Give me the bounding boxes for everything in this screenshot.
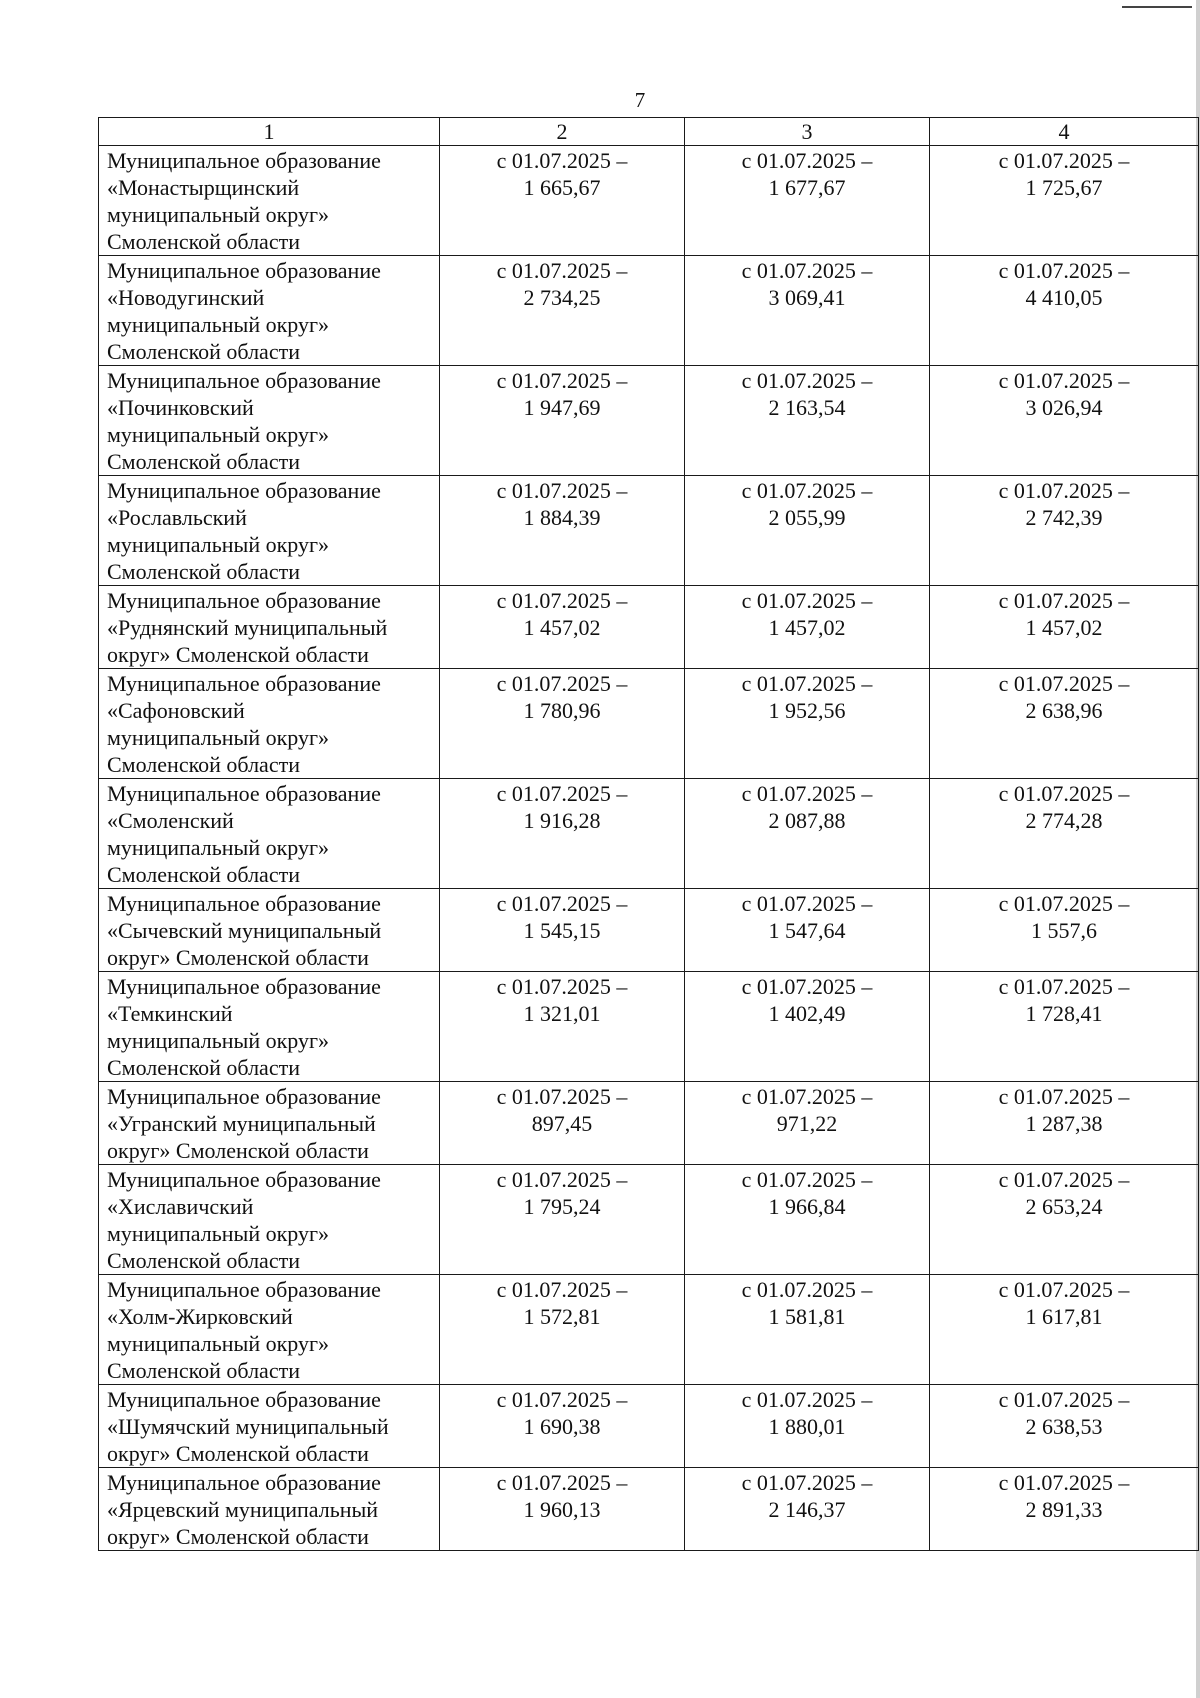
municipality-name-line: «Рославльский (107, 505, 247, 530)
value-cell-c2 (440, 476, 685, 586)
effective-date-line: с 01.07.2025 – (496, 588, 628, 613)
municipality-name-cell (99, 972, 440, 1082)
value-cell-c3 (685, 669, 930, 779)
value-cell-c3 (685, 779, 930, 889)
municipality-name-line: Муниципальное образование (107, 148, 381, 173)
effective-date-line: с 01.07.2025 – (496, 671, 628, 696)
value-cell-c3 (685, 1468, 930, 1551)
municipality-name-line: муниципальный округ» (107, 835, 330, 860)
effective-date-line: с 01.07.2025 – (496, 478, 628, 503)
page-number: 7 (634, 88, 646, 112)
tariff-value-line: 1 966,84 (768, 1194, 846, 1219)
effective-date-line: с 01.07.2025 – (496, 781, 628, 806)
tariff-value-line: 2 163,54 (768, 395, 846, 420)
municipality-name-line: Муниципальное образование (107, 1277, 381, 1302)
effective-date-line: с 01.07.2025 – (496, 1470, 628, 1495)
effective-date-line: с 01.07.2025 – (998, 1387, 1130, 1412)
effective-date-line: с 01.07.2025 – (741, 1084, 873, 1109)
municipality-name-cell (99, 779, 440, 889)
value-cell-c4 (930, 1385, 1199, 1468)
tariff-value-line: 1 457,02 (523, 615, 601, 640)
municipality-name-line: муниципальный округ» (107, 725, 330, 750)
effective-date-line: с 01.07.2025 – (741, 148, 873, 173)
value-cell-c3 (685, 889, 930, 972)
value-cell-c3 (685, 366, 930, 476)
value-cell-c4 (930, 586, 1199, 669)
value-cell-c2 (440, 366, 685, 476)
effective-date-line: с 01.07.2025 – (741, 258, 873, 283)
tariff-value-line: 2 734,25 (523, 285, 601, 310)
table-body (99, 146, 1199, 1551)
value-cell-c4 (930, 1082, 1199, 1165)
table-row (99, 1165, 1199, 1275)
table-row (99, 256, 1199, 366)
value-cell-c3 (685, 476, 930, 586)
municipality-name-cell (99, 889, 440, 972)
effective-date-line: с 01.07.2025 – (998, 588, 1130, 613)
municipality-name-line: «Шумячский муниципальный (107, 1414, 389, 1439)
value-cell-c4 (930, 366, 1199, 476)
value-cell-c4 (930, 256, 1199, 366)
tariff-value-line: 1 780,96 (523, 698, 601, 723)
municipality-name-line: муниципальный округ» (107, 312, 330, 337)
municipality-name-line: «Холм-Жирковский (107, 1304, 293, 1329)
table-header (99, 118, 1199, 146)
municipality-name-cell (99, 146, 440, 256)
municipality-name-line: Муниципальное образование (107, 1084, 381, 1109)
tariff-value-line: 1 960,13 (523, 1497, 601, 1522)
value-cell-c2 (440, 1082, 685, 1165)
value-cell-c2 (440, 586, 685, 669)
tariff-value-line: 1 677,67 (768, 175, 846, 200)
effective-date-line: с 01.07.2025 – (998, 1277, 1130, 1302)
municipality-name-line: Муниципальное образование (107, 258, 381, 283)
effective-date-line: с 01.07.2025 – (998, 781, 1130, 806)
table-row (99, 476, 1199, 586)
effective-date-line: с 01.07.2025 – (741, 974, 873, 999)
tariff-value-line: 1 545,15 (523, 918, 601, 943)
table-row (99, 1385, 1199, 1468)
effective-date-line: с 01.07.2025 – (496, 1387, 628, 1412)
municipality-name-line: Муниципальное образование (107, 671, 381, 696)
tariff-value-line: 4 410,05 (1025, 285, 1103, 310)
municipality-name-line: муниципальный округ» (107, 202, 330, 227)
municipality-name-cell (99, 1385, 440, 1468)
effective-date-line: с 01.07.2025 – (998, 1084, 1130, 1109)
tariff-value-line: 2 055,99 (768, 505, 846, 530)
tariff-value-line: 2 146,37 (768, 1497, 846, 1522)
value-cell-c3 (685, 1385, 930, 1468)
municipality-name-line: «Смоленский (107, 808, 234, 833)
municipality-name-line: Муниципальное образование (107, 368, 381, 393)
municipality-name-line: «Сычевский муниципальный (107, 918, 382, 943)
value-cell-c4 (930, 889, 1199, 972)
tariff-value-line: 1 547,64 (768, 918, 846, 943)
municipality-name-line: «Темкинский (107, 1001, 233, 1026)
municipality-name-line: муниципальный округ» (107, 1221, 330, 1246)
value-cell-c2 (440, 889, 685, 972)
effective-date-line: с 01.07.2025 – (741, 891, 873, 916)
municipality-name-cell (99, 586, 440, 669)
municipality-name-line: Муниципальное образование (107, 974, 381, 999)
value-cell-c2 (440, 1165, 685, 1275)
header-col-4: 4 (930, 118, 1199, 146)
value-cell-c4 (930, 1165, 1199, 1275)
effective-date-line: с 01.07.2025 – (496, 974, 628, 999)
value-cell-c4 (930, 476, 1199, 586)
municipality-name-cell (99, 256, 440, 366)
tariff-value-line: 1 725,67 (1025, 175, 1103, 200)
effective-date-line: с 01.07.2025 – (496, 148, 628, 173)
header-row (99, 118, 1199, 146)
value-cell-c3 (685, 972, 930, 1082)
effective-date-line: с 01.07.2025 – (998, 368, 1130, 393)
effective-date-line: с 01.07.2025 – (998, 478, 1130, 503)
municipality-name-line: Муниципальное образование (107, 1387, 381, 1412)
tariff-value-line: 1 457,02 (768, 615, 846, 640)
tariff-value-line: 1 581,81 (768, 1304, 846, 1329)
effective-date-line: с 01.07.2025 – (496, 258, 628, 283)
effective-date-line: с 01.07.2025 – (998, 974, 1130, 999)
municipality-name-line: Смоленской области (107, 752, 300, 777)
municipality-name-line: округ» Смоленской области (107, 1524, 369, 1549)
municipality-name-line: Смоленской области (107, 1248, 300, 1273)
municipality-name-line: округ» Смоленской области (107, 642, 369, 667)
value-cell-c4 (930, 972, 1199, 1082)
effective-date-line: с 01.07.2025 – (496, 1167, 628, 1192)
municipality-name-line: «Ярцевский муниципальный (107, 1497, 379, 1522)
table-row (99, 586, 1199, 669)
effective-date-line: с 01.07.2025 – (741, 1167, 873, 1192)
tariff-value-line: 2 742,39 (1025, 505, 1103, 530)
tariff-value-line: 1 287,38 (1025, 1111, 1103, 1136)
value-cell-c2 (440, 1468, 685, 1551)
table-row (99, 972, 1199, 1082)
municipality-name-line: Муниципальное образование (107, 781, 381, 806)
effective-date-line: с 01.07.2025 – (741, 671, 873, 696)
municipality-name-cell (99, 476, 440, 586)
value-cell-c3 (685, 586, 930, 669)
municipality-name-cell (99, 1082, 440, 1165)
value-cell-c4 (930, 1275, 1199, 1385)
municipality-name-line: Муниципальное образование (107, 891, 381, 916)
tariff-value-line: 2 891,33 (1025, 1497, 1103, 1522)
municipality-name-line: «Новодугинский (107, 285, 265, 310)
municipality-name-cell (99, 1468, 440, 1551)
tariff-value-line: 1 952,56 (768, 698, 846, 723)
tariff-value-line: 2 638,96 (1025, 698, 1103, 723)
tariff-value-line: 1 457,02 (1025, 615, 1103, 640)
municipality-name-cell (99, 366, 440, 476)
municipality-name-line: «Монастырщинский (107, 175, 300, 200)
tariff-value-line: 1 402,49 (768, 1001, 846, 1026)
tariff-value-line: 897,45 (531, 1111, 593, 1136)
value-cell-c2 (440, 146, 685, 256)
value-cell-c4 (930, 146, 1199, 256)
tariff-value-line: 2 638,53 (1025, 1414, 1103, 1439)
value-cell-c4 (930, 1468, 1199, 1551)
effective-date-line: с 01.07.2025 – (496, 368, 628, 393)
municipality-name-line: Муниципальное образование (107, 1470, 381, 1495)
effective-date-line: с 01.07.2025 – (998, 258, 1130, 283)
header-col-3: 3 (685, 118, 930, 146)
value-cell-c3 (685, 1275, 930, 1385)
effective-date-line: с 01.07.2025 – (741, 478, 873, 503)
tariff-value-line: 971,22 (776, 1111, 838, 1136)
tariff-value-line: 1 916,28 (523, 808, 601, 833)
value-cell-c3 (685, 256, 930, 366)
effective-date-line: с 01.07.2025 – (496, 891, 628, 916)
value-cell-c2 (440, 972, 685, 1082)
tariff-value-line: 1 880,01 (768, 1414, 846, 1439)
value-cell-c2 (440, 1385, 685, 1468)
effective-date-line: с 01.07.2025 – (496, 1277, 628, 1302)
tariff-value-line: 1 665,67 (523, 175, 601, 200)
table-row (99, 1468, 1199, 1551)
municipality-name-line: Муниципальное образование (107, 588, 381, 613)
value-cell-c2 (440, 1275, 685, 1385)
tariff-value-line: 2 087,88 (768, 808, 846, 833)
municipality-name-line: Смоленской области (107, 862, 300, 887)
municipality-name-line: округ» Смоленской области (107, 1441, 369, 1466)
table-row (99, 146, 1199, 256)
tariff-value-line: 1 557,6 (1031, 918, 1097, 943)
effective-date-line: с 01.07.2025 – (998, 1167, 1130, 1192)
tariff-value-line: 3 026,94 (1025, 395, 1103, 420)
municipality-name-line: муниципальный округ» (107, 532, 330, 557)
municipality-name-line: округ» Смоленской области (107, 945, 369, 970)
effective-date-line: с 01.07.2025 – (741, 1277, 873, 1302)
municipality-name-line: «Хиславичский (107, 1194, 254, 1219)
municipality-name-line: муниципальный округ» (107, 1331, 330, 1356)
tariff-value-line: 2 653,24 (1025, 1194, 1103, 1219)
tariff-value-line: 1 690,38 (523, 1414, 601, 1439)
effective-date-line: с 01.07.2025 – (998, 891, 1130, 916)
tariff-value-line: 1 572,81 (523, 1304, 601, 1329)
municipality-name-line: Смоленской области (107, 339, 300, 364)
header-col-1: 1 (99, 118, 440, 146)
effective-date-line: с 01.07.2025 – (998, 148, 1130, 173)
value-cell-c4 (930, 779, 1199, 889)
municipality-name-line: «Руднянский муниципальный (107, 615, 388, 640)
value-cell-c2 (440, 669, 685, 779)
effective-date-line: с 01.07.2025 – (741, 1470, 873, 1495)
municipality-name-line: Смоленской области (107, 229, 300, 254)
municipality-name-line: Смоленской области (107, 1358, 300, 1383)
table-row (99, 1082, 1199, 1165)
effective-date-line: с 01.07.2025 – (741, 781, 873, 806)
municipality-name-line: муниципальный округ» (107, 1028, 330, 1053)
value-cell-c3 (685, 1165, 930, 1275)
value-cell-c2 (440, 256, 685, 366)
value-cell-c3 (685, 146, 930, 256)
municipality-name-line: Муниципальное образование (107, 1167, 381, 1192)
header-col-2: 2 (440, 118, 685, 146)
municipality-name-line: округ» Смоленской области (107, 1138, 369, 1163)
effective-date-line: с 01.07.2025 – (741, 588, 873, 613)
value-cell-c4 (930, 669, 1199, 779)
municipality-name-line: Муниципальное образование (107, 478, 381, 503)
value-cell-c3 (685, 1082, 930, 1165)
municipality-name-line: «Сафоновский (107, 698, 245, 723)
municipality-name-line: «Угранский муниципальный (107, 1111, 376, 1136)
municipality-name-cell (99, 1165, 440, 1275)
municipality-name-line: «Починковский (107, 395, 254, 420)
scan-mark (1122, 6, 1192, 8)
municipality-name-line: муниципальный округ» (107, 422, 330, 447)
effective-date-line: с 01.07.2025 – (741, 1387, 873, 1412)
effective-date-line: с 01.07.2025 – (741, 368, 873, 393)
municipality-name-line: Смоленской области (107, 1055, 300, 1080)
tariff-value-line: 1 795,24 (523, 1194, 601, 1219)
tariff-table (98, 117, 1199, 1551)
table-row (99, 366, 1199, 476)
municipality-name-line: Смоленской области (107, 449, 300, 474)
municipality-name-line: Смоленской области (107, 559, 300, 584)
tariff-value-line: 1 947,69 (523, 395, 601, 420)
effective-date-line: с 01.07.2025 – (998, 671, 1130, 696)
effective-date-line: с 01.07.2025 – (998, 1470, 1130, 1495)
table-row (99, 669, 1199, 779)
table-row (99, 1275, 1199, 1385)
table-row (99, 889, 1199, 972)
municipality-name-cell (99, 669, 440, 779)
tariff-value-line: 1 884,39 (523, 505, 601, 530)
tariff-value-line: 2 774,28 (1025, 808, 1103, 833)
tariff-value-line: 1 617,81 (1025, 1304, 1103, 1329)
tariff-value-line: 3 069,41 (768, 285, 846, 310)
tariff-value-line: 1 728,41 (1025, 1001, 1103, 1026)
effective-date-line: с 01.07.2025 – (496, 1084, 628, 1109)
tariff-value-line: 1 321,01 (523, 1001, 601, 1026)
value-cell-c2 (440, 779, 685, 889)
table-row (99, 779, 1199, 889)
municipality-name-cell (99, 1275, 440, 1385)
